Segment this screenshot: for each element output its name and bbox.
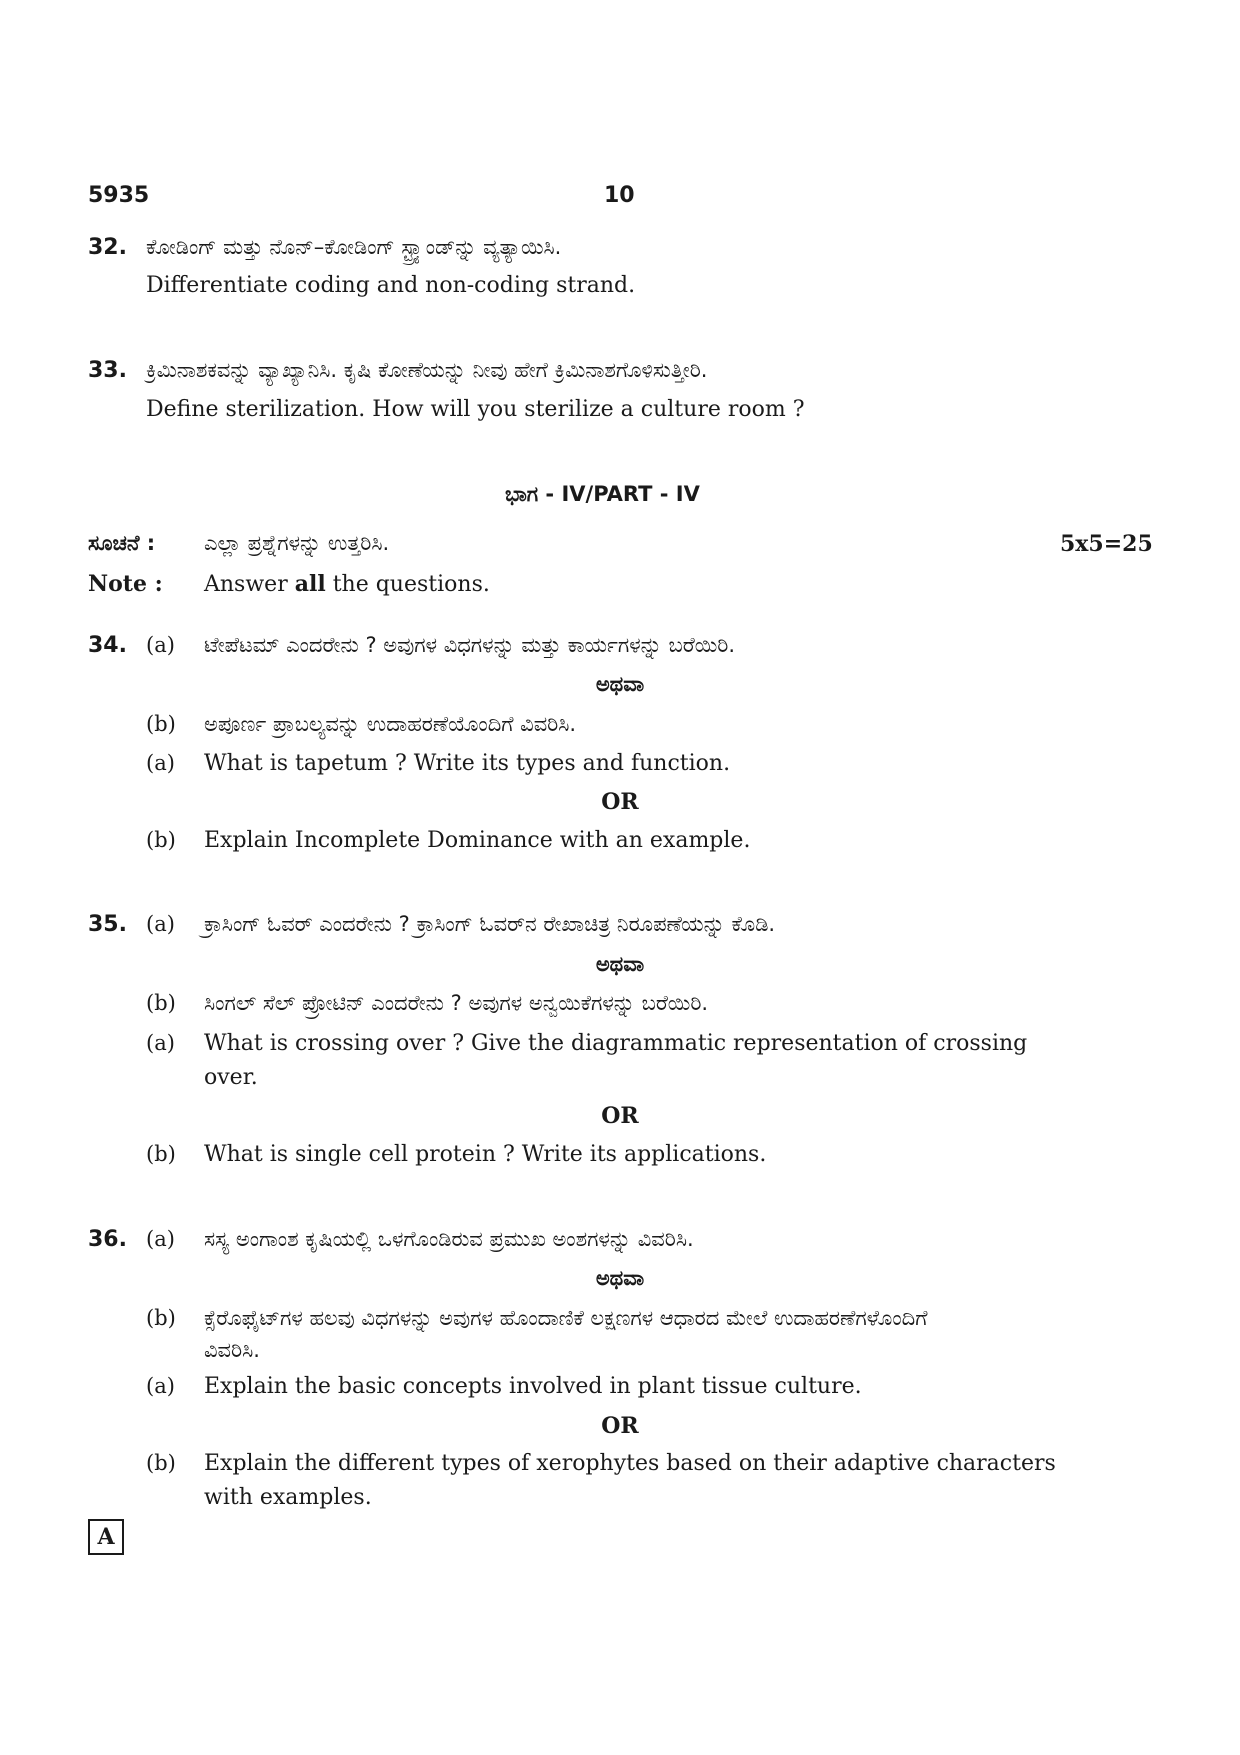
option-b-label: (b) — [146, 991, 176, 1015]
question-33-kannada: ಕ್ರಿಮಿನಾಶಕವನ್ನು ವ್ಯಾಖ್ಯಾನಿಸಿ. ಕೃಷಿ ಕೋಣೆಯನ್ನು ನೀವು ಹೇಗೆ ಕ್ರಿಮಿನಾಶಗೊಳಿಸುತ್ತೀರಿ. — [146, 358, 708, 382]
paper-code: 5935 — [88, 183, 150, 208]
question-33-english: Define sterilization. How will you sterilize a culture room ? — [146, 397, 805, 422]
question-36a-kannada: ಸಸ್ಯ ಅಂಗಾಂಶ ಕೃಷಿಯಲ್ಲಿ ಒಳಗೊಂಡಿರುವ ಪ್ರಮುಖ ಅಂಶಗಳನ್ನು ವಿವರಿಸಿ. — [204, 1227, 694, 1251]
question-36b-kannada-line2: ವಿವರಿಸಿ. — [204, 1338, 260, 1362]
option-b-label: (b) — [146, 828, 176, 852]
question-number-36: 36. — [88, 1227, 127, 1252]
total-marks: 5x5=25 — [1060, 531, 1153, 557]
option-a-label: (a) — [146, 912, 175, 936]
question-34a-english: What is tapetum ? Write its types and function. — [204, 751, 731, 776]
or-english: OR — [601, 1103, 639, 1129]
note-text: Answer all the questions. — [204, 571, 490, 597]
question-32-english: Differentiate coding and non-coding strand. — [146, 273, 636, 298]
instruction-label-kannada: ಸೂಚನೆ : — [88, 531, 156, 555]
page-number: 10 — [604, 183, 635, 208]
or-english: OR — [601, 789, 639, 815]
or-english: OR — [601, 1413, 639, 1439]
question-35a-kannada: ಕ್ರಾಸಿಂಗ್ ಓವರ್ ಎಂದರೇನು ? ಕ್ರಾಸಿಂಗ್ ಓವರ್‌ನ ರೇಖಾಚಿತ್ರ ನಿರೂಪಣೆಯನ್ನು ಕೊಡಿ. — [204, 912, 776, 936]
option-a-label: (a) — [146, 633, 175, 657]
part-title: ಭಾಗ - IV/PART - IV — [505, 482, 700, 506]
note-label: Note : — [88, 571, 163, 597]
option-a-label: (a) — [146, 751, 175, 775]
question-34b-english: Explain Incomplete Dominance with an example. — [204, 828, 751, 853]
or-kannada: ಅಥವಾ — [595, 1266, 645, 1290]
booklet-version-mark: A — [88, 1519, 124, 1555]
option-a-label: (a) — [146, 1031, 175, 1055]
instruction-kannada: ಎಲ್ಲಾ ಪ್ರಶ್ನೆಗಳನ್ನು ಉತ್ತರಿಸಿ. — [204, 531, 390, 555]
question-32-kannada: ಕೋಡಿಂಗ್ ಮತ್ತು ನೊನ್–ಕೋಡಿಂಗ್ ಸ್ಟ್ರ್ಯಾಂಡ್‌ನ್ನು ವ್ಯತ್ಯಾಯಿಸಿ. — [146, 235, 562, 259]
option-b-label: (b) — [146, 1142, 176, 1166]
question-36b-english-line1: Explain the different types of xerophytes based on their adaptive characters — [204, 1451, 1056, 1476]
question-36b-english-line2: with examples. — [204, 1485, 372, 1510]
or-kannada: ಅಥವಾ — [595, 952, 645, 976]
question-number-35: 35. — [88, 912, 127, 937]
question-35a-english-line1: What is crossing over ? Give the diagrammatic representation of crossing — [204, 1031, 1028, 1056]
question-number-32: 32. — [88, 235, 127, 260]
question-36a-english: Explain the basic concepts involved in plant tissue culture. — [204, 1374, 862, 1399]
option-b-label: (b) — [146, 712, 176, 736]
question-number-33: 33. — [88, 358, 127, 383]
question-34b-kannada: ಅಪೂರ್ಣ ಪ್ರಾಬಲ್ಯವನ್ನು ಉದಾಹರಣೆಯೊಂದಿಗೆ ವಿವರಿಸಿ. — [204, 712, 577, 736]
question-number-34: 34. — [88, 633, 127, 658]
or-kannada: ಅಥವಾ — [595, 672, 645, 696]
option-b-label: (b) — [146, 1306, 176, 1330]
question-34a-kannada: ಟೇಪೆಟಮ್ ಎಂದರೇನು ? ಅವುಗಳ ವಿಧಗಳನ್ನು ಮತ್ತು ಕಾರ್ಯಗಳನ್ನು ಬರೆಯಿರಿ. — [204, 633, 736, 657]
option-b-label: (b) — [146, 1451, 176, 1475]
option-a-label: (a) — [146, 1374, 175, 1398]
question-35a-english-line2: over. — [204, 1065, 258, 1090]
question-35b-english: What is single cell protein ? Write its applications. — [204, 1142, 767, 1167]
question-35b-kannada: ಸಿಂಗಲ್ ಸೆಲ್ ಪ್ರೋಟಿನ್ ಎಂದರೇನು ? ಅವುಗಳ ಅನ್ವಯಿಕೆಗಳನ್ನು ಬರೆಯಿರಿ. — [204, 991, 709, 1015]
question-36b-kannada-line1: ಕ್ಸೆರೊಫೈಟ್‌ಗಳ ಹಲವು ವಿಧಗಳನ್ನು ಅವುಗಳ ಹೊಂದಾಣಿಕೆ ಲಕ್ಷಣಗಳ ಆಧಾರದ ಮೇಲೆ ಉದಾಹರಣೆಗಳೊಂದಿಗೆ — [204, 1306, 928, 1330]
option-a-label: (a) — [146, 1227, 175, 1251]
